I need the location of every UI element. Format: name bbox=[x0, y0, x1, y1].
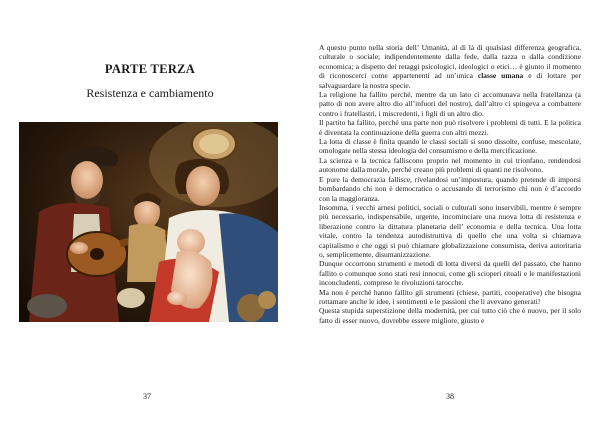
painting-illustration bbox=[19, 122, 278, 322]
body-text bbox=[319, 43, 581, 325]
paragraph-9: Ma non è perché hanno fallito gli strumenti (chiese, partiti, cooperative) che bisogna rottamare anche le idee, i sentimenti e le passioni che li avevano generati! bbox=[319, 287, 581, 306]
paragraph-10: Questa stupida superstizione della modernità, per cui tutto ciò che è nuovo, per il solo fatto di esser nuovo, dovrebbe essere migliore, giusto e bbox=[319, 306, 581, 325]
part-title: PARTE TERZA bbox=[104, 62, 196, 76]
paragraph-3: Il partito ha fallito, perché una parte non può risolvere i problemi di tutti. E la politica è diventata la continuazione della guerra con altri mezzi. bbox=[319, 118, 581, 137]
right-page bbox=[300, 0, 600, 425]
emphasis-classe-umana: classe umana bbox=[477, 71, 524, 81]
part-subtitle: Resistenza e cambiamento bbox=[86, 86, 214, 100]
paragraph-6: E pure la democrazia fallisce, rivelandosi un’impostura, quando pretende di imporsi bombardando chi non è democratico o accusando di terrorismo chi non è d’accordo con la maggioranza. bbox=[319, 174, 581, 203]
paragraph-4: La lotta di classe è finita quando le classi sociali si sono dissolte, confuse, mescolate, omologate nella stessa ideologia del consumismo e della mercificazione. bbox=[319, 137, 581, 156]
paragraph-7: Insomma, i vecchi arnesi politici, sociali o culturali sono inservibili, mentre è sempre più necessario, indispensabile, urgente, incominciare una nuova lotta di resistenza e liberazione contro la dittatura planetaria dell’ economia e della tecnica. Una lotta vitale, contro la tendenza autodistruttiva di quello che una volta si chiamava capitalismo e che oggi si può chiamare globalizzazione consumista, deriva autoritaria o, semplicemente, disumanizzazione. bbox=[319, 202, 581, 259]
page-number-left: 37 bbox=[143, 392, 151, 401]
page-number-right: 38 bbox=[446, 392, 454, 401]
paragraph-1: A questo punto nella storia dell’ Umanità, al di là di qualsiasi differenza geografica, culturale o sociale; indipendentemente dalla fede, dalla razza o dalla condizione economica; a dispetto dei retaggi psicologici, ideologici o etici… è giunto il momento di riconoscerci come appartenenti ad un’unica classe umana e di lottare per salvaguardare la nostra specie. bbox=[319, 43, 582, 90]
paragraph-8: Dunque occorrono strumenti e metodi di lotta diversi da quelli del passato, che hanno fallito o comunque sono stati resi innocui, come gli scioperi rituali e le manifestazioni inconcludenti, comprese le rivoluzioni tarocche. bbox=[319, 259, 581, 288]
paragraph-5: La scienza e la tecnica falliscono proprio nel momento in cui trionfano, rendendosi autonome dalla morale, perché creano più problemi di quanti ne risolvono. bbox=[319, 155, 581, 175]
paragraph-2: La religione ha fallito perché, mentre da un lato ci accomunava nella fratellanza (a patto di non avere altro dio all’infuori del nostro), dall’altro ci spingeva a combattere contro i fratellastri, i miscredenti, i figli di un altro dio. bbox=[319, 90, 581, 118]
